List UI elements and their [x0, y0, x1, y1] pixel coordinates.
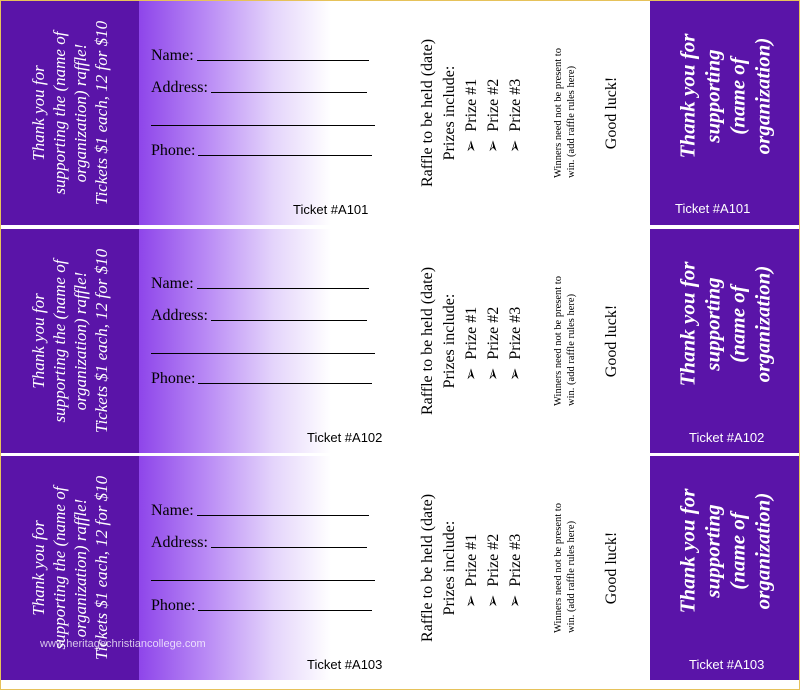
prize-item: ➢ Prize #1	[463, 306, 480, 382]
address-label: Address:	[151, 79, 208, 96]
prize-item: ➢ Prize #3	[507, 78, 524, 154]
ticket-number: Ticket #A102	[307, 430, 383, 445]
rules-line-2: win. (add raffle rules here)	[566, 65, 578, 178]
stub-line-4: Tickets $1 each, 12 for $10	[92, 20, 111, 206]
phone-label: Phone:	[151, 142, 196, 159]
prize-list	[461, 267, 527, 381]
endcap-line-4: organization)	[750, 265, 775, 383]
endcap-line-3: (name of	[725, 512, 750, 590]
stub-line-4: Tickets $1 each, 12 for $10	[92, 248, 111, 434]
stub-text-block	[1, 1, 139, 225]
rules-line-2: win. (add raffle rules here)	[566, 520, 578, 633]
rules-block	[544, 229, 586, 453]
rules-line-1: Winners need not be present to	[553, 276, 565, 406]
raffle-info-block	[413, 229, 531, 453]
prizes-heading: Prizes include:	[441, 520, 458, 616]
endcap-ticket-number: Ticket #A103	[689, 657, 765, 672]
stub-line-2: supporting the (name of	[50, 486, 69, 650]
endcap-line-2: supporting	[700, 504, 725, 598]
stub-line-4: Tickets $1 each, 12 for $10	[92, 475, 111, 661]
name-field[interactable]	[151, 47, 369, 65]
stub-line-1: Thank you for	[29, 520, 48, 616]
gradient-band	[139, 229, 331, 453]
rules-line-1: Winners need not be present to	[553, 503, 565, 633]
address-label: Address:	[151, 534, 208, 551]
address-line-2[interactable]	[151, 580, 375, 581]
endcap-line-4: organization)	[750, 492, 775, 610]
gradient-band	[139, 1, 331, 225]
stub-line-1: Thank you for	[29, 65, 48, 161]
endcap-text-block	[650, 1, 800, 191]
ticket-number: Ticket #A101	[293, 202, 369, 217]
prize-item: ➢ Prize #2	[485, 306, 502, 382]
name-label: Name:	[151, 47, 194, 64]
raffle-date-line: Raffle to be held (date)	[419, 38, 436, 188]
good-luck-text: Good luck!	[603, 531, 620, 605]
prize-list	[461, 494, 527, 608]
endcap-line-1: Thank you for	[675, 33, 700, 159]
address-field[interactable]	[151, 307, 367, 325]
endcap-line-1: Thank you for	[675, 261, 700, 387]
raffle-ticket	[1, 229, 800, 453]
raffle-date-line: Raffle to be held (date)	[419, 266, 436, 416]
endcap-line-3: (name of	[725, 57, 750, 135]
raffle-info-block	[413, 456, 531, 680]
good-luck-text: Good luck!	[603, 304, 620, 378]
stub-line-3: organization) raffle!	[71, 498, 90, 638]
phone-field[interactable]	[151, 142, 372, 160]
address-line-2[interactable]	[151, 125, 375, 126]
phone-field[interactable]	[151, 597, 372, 615]
prizes-heading: Prizes include:	[441, 293, 458, 389]
watermark: www.heritagechristiancollege.com	[40, 638, 206, 650]
name-label: Name:	[151, 502, 194, 519]
stub-line-3: organization) raffle!	[71, 43, 90, 183]
rules-line-2: win. (add raffle rules here)	[566, 293, 578, 406]
stub-line-3: organization) raffle!	[71, 271, 90, 411]
stub-line-1: Thank you for	[29, 293, 48, 389]
prize-item: ➢ Prize #2	[485, 78, 502, 154]
good-luck-text: Good luck!	[603, 76, 620, 150]
endcap-line-3: (name of	[725, 285, 750, 363]
raffle-ticket	[1, 1, 800, 225]
endcap-line-1: Thank you for	[675, 488, 700, 614]
phone-label: Phone:	[151, 370, 196, 387]
stub-text-block	[1, 229, 139, 453]
address-field[interactable]	[151, 534, 367, 552]
prize-item: ➢ Prize #3	[507, 306, 524, 382]
rules-line-1: Winners need not be present to	[553, 48, 565, 178]
name-field[interactable]	[151, 502, 369, 520]
good-luck-block	[597, 229, 627, 453]
rules-block	[544, 1, 586, 225]
prizes-heading: Prizes include:	[441, 65, 458, 161]
prize-item: ➢ Prize #1	[463, 533, 480, 609]
name-field[interactable]	[151, 275, 369, 293]
endcap-line-2: supporting	[700, 49, 725, 143]
good-luck-block	[597, 456, 627, 680]
endcap-text-block	[650, 456, 800, 646]
prize-item: ➢ Prize #2	[485, 533, 502, 609]
stub-line-2: supporting the (name of	[50, 31, 69, 195]
prize-item: ➢ Prize #1	[463, 78, 480, 154]
name-label: Name:	[151, 275, 194, 292]
raffle-info-block	[413, 1, 531, 225]
endcap-ticket-number: Ticket #A101	[675, 201, 751, 216]
raffle-date-line: Raffle to be held (date)	[419, 493, 436, 643]
address-field[interactable]	[151, 79, 367, 97]
endcap-line-4: organization)	[750, 37, 775, 155]
endcap-ticket-number: Ticket #A102	[689, 430, 765, 445]
address-label: Address:	[151, 307, 208, 324]
rules-block	[544, 456, 586, 680]
good-luck-block	[597, 1, 627, 225]
ticket-number: Ticket #A103	[307, 657, 383, 672]
endcap-line-2: supporting	[700, 277, 725, 371]
address-line-2[interactable]	[151, 353, 375, 354]
phone-field[interactable]	[151, 370, 372, 388]
phone-label: Phone:	[151, 597, 196, 614]
stub-line-2: supporting the (name of	[50, 259, 69, 423]
prize-list	[461, 39, 527, 153]
prize-item: ➢ Prize #3	[507, 533, 524, 609]
endcap-text-block	[650, 229, 800, 419]
